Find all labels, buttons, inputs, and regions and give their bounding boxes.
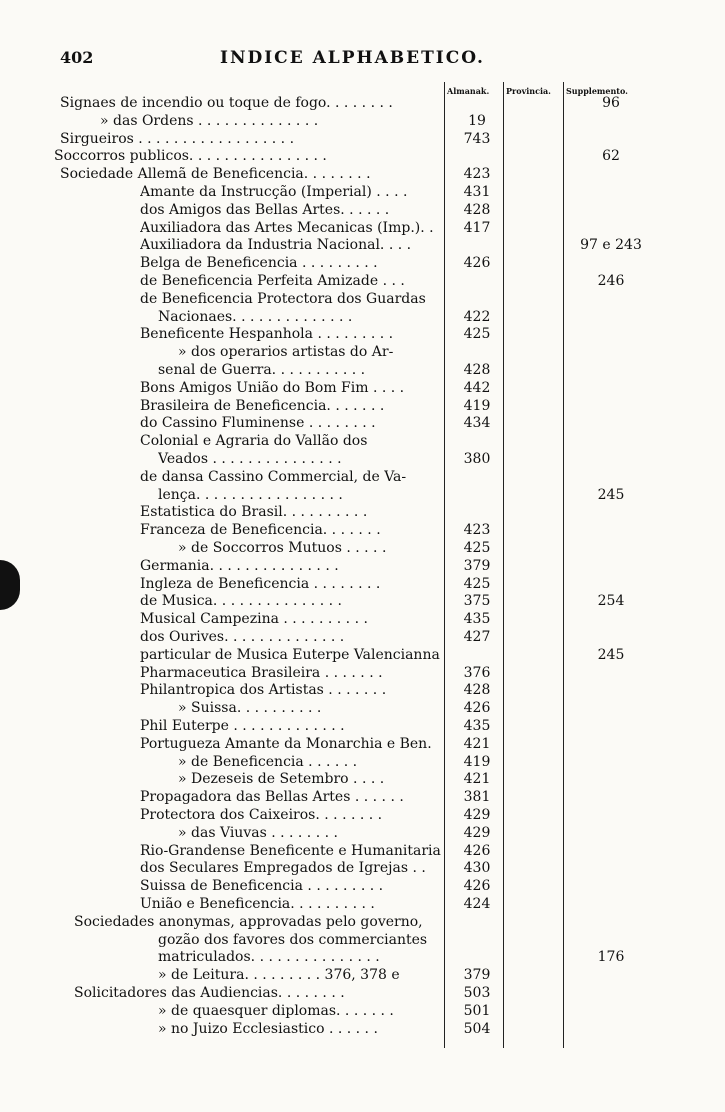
- entry-text: Nacionaes. . . . . . . . . . . . . .: [158, 308, 353, 325]
- entry-text: Philantropica dos Artistas . . . . . . .: [140, 682, 387, 699]
- index-row: [0, 486, 725, 504]
- entry-text: matriculados. . . . . . . . . . . . . . .: [158, 949, 380, 966]
- almanak-page: 375: [463, 593, 491, 610]
- index-row: [0, 557, 725, 575]
- almanak-page: 442: [463, 379, 491, 396]
- index-row: [0, 646, 725, 664]
- index-row: [0, 1002, 725, 1020]
- entry-text: Protectora dos Caixeiros. . . . . . . .: [140, 807, 383, 823]
- index-row: [0, 414, 725, 432]
- entry-text: Signaes de incendio ou toque de fogo. . . . . . . .: [60, 95, 393, 111]
- index-row: [0, 842, 725, 860]
- supplemento-page: 62: [602, 148, 620, 165]
- entry-text: » de quaesquer diplomas. . . . . . .: [158, 1002, 394, 1019]
- almanak-page: 380: [463, 451, 491, 467]
- entry-text: » das Viuvas . . . . . . . .: [178, 824, 338, 841]
- index-row: [0, 308, 725, 326]
- almanak-page: 426: [463, 700, 491, 717]
- almanak-page: 421: [463, 735, 491, 752]
- entry-text: Veados . . . . . . . . . . . . . . .: [158, 451, 342, 467]
- index-row: [0, 432, 725, 450]
- index-row: [0, 521, 725, 539]
- entry-text: Soccorros publicos. . . . . . . . . . . . . . . .: [54, 148, 327, 165]
- index-row: [0, 717, 725, 735]
- page-title: INDICE ALPHABETICO.: [220, 48, 485, 68]
- index-row: [0, 503, 725, 521]
- index-row: [0, 681, 725, 699]
- entry-text: » de Soccorros Mutuos . . . . .: [178, 540, 387, 556]
- entry-text: senal de Guerra. . . . . . . . . . .: [158, 362, 366, 378]
- index-row: [0, 201, 725, 219]
- page-number: 402: [60, 48, 94, 67]
- index-row: [0, 450, 725, 468]
- almanak-page: 426: [463, 878, 491, 895]
- almanak-page: 425: [463, 575, 491, 592]
- entry-text: dos Ourives. . . . . . . . . . . . . .: [140, 629, 345, 645]
- index-row: [0, 575, 725, 593]
- almanak-page: 424: [463, 896, 491, 912]
- index-row: [0, 147, 725, 165]
- entry-text: » de Beneficencia . . . . . .: [178, 753, 358, 770]
- almanak-page: 419: [463, 753, 491, 770]
- entry-text: Germania. . . . . . . . . . . . . . .: [140, 557, 339, 574]
- entry-text: Suissa de Beneficencia . . . . . . . . .: [140, 878, 384, 895]
- entry-text: Solicitadores das Audiencias. . . . . . . .: [74, 985, 345, 1001]
- index-row: [0, 539, 725, 557]
- index-row: [0, 966, 725, 984]
- entry-text: Sociedades anonymas, approvadas pelo governo,: [74, 913, 423, 930]
- index-row: [0, 1020, 725, 1038]
- supplemento-page: 246: [597, 273, 625, 289]
- supplemento-page: 254: [597, 593, 625, 610]
- almanak-page: 426: [463, 842, 491, 859]
- entry-text: » Suissa. . . . . . . . . .: [178, 700, 322, 717]
- index-row: [0, 664, 725, 682]
- entry-text: Franceza de Beneficencia. . . . . . .: [140, 522, 381, 539]
- entry-text: Amante da Instrucção (Imperial) . . . .: [140, 184, 408, 200]
- index-row: [0, 770, 725, 788]
- entry-text: Brasileira de Beneficencia. . . . . . .: [140, 397, 385, 414]
- supplemento-page: 245: [597, 646, 625, 663]
- index-row: [0, 913, 725, 931]
- entry-text: Ingleza de Beneficencia . . . . . . . .: [140, 575, 381, 592]
- almanak-page: 431: [463, 184, 491, 200]
- entry-text: Portugueza Amante da Monarchia e Ben.: [140, 735, 432, 752]
- entry-text: de Beneficencia Protectora dos Guardas: [140, 290, 426, 307]
- entry-text: Phil Euterpe . . . . . . . . . . . . .: [140, 718, 345, 734]
- index-row: [0, 397, 725, 415]
- almanak-page: 425: [463, 326, 491, 343]
- almanak-page: 419: [463, 397, 491, 414]
- column-header-supplemento: Supplemento.: [566, 86, 628, 96]
- index-row: [0, 130, 725, 148]
- almanak-page: 429: [463, 824, 491, 841]
- entry-text: Beneficente Hespanhola . . . . . . . . .: [140, 326, 394, 343]
- almanak-page: 503: [463, 985, 491, 1001]
- almanak-page: 504: [463, 1020, 491, 1037]
- supplemento-page: 245: [597, 486, 625, 503]
- almanak-page: 435: [463, 611, 491, 628]
- index-row: [0, 948, 725, 966]
- entry-text: União e Beneficencia. . . . . . . . . .: [140, 896, 375, 912]
- entry-text: de Beneficencia Perfeita Amizade . . .: [140, 273, 405, 289]
- index-row: [0, 361, 725, 379]
- entry-text: Rio-Grandense Beneficente e Humanitaria: [140, 842, 441, 859]
- entry-text: Sociedade Allemã de Beneficencia. . . . . . . .: [60, 166, 371, 183]
- index-row: [0, 859, 725, 877]
- index-row: [0, 325, 725, 343]
- almanak-page: 434: [463, 415, 491, 432]
- index-row: [0, 272, 725, 290]
- entry-text: Auxiliadora da Industria Nacional. . . .: [140, 237, 412, 254]
- index-row: [0, 112, 725, 130]
- index-row: [0, 254, 725, 272]
- supplemento-page: 176: [597, 949, 625, 966]
- index-row: [0, 628, 725, 646]
- index-row: [0, 699, 725, 717]
- index-row: [0, 94, 725, 112]
- index-row: [0, 931, 725, 949]
- almanak-page: 379: [463, 557, 491, 574]
- entry-text: particular de Musica Euterpe Valencianna: [140, 646, 440, 663]
- almanak-page: 422: [463, 308, 491, 325]
- column-header-provincia: Provincia.: [506, 86, 551, 96]
- almanak-page: 423: [463, 522, 491, 539]
- entry-text: Propagadora das Bellas Artes . . . . . .: [140, 789, 404, 806]
- index-row: [0, 183, 725, 201]
- almanak-page: 435: [463, 718, 491, 734]
- almanak-page: 429: [463, 807, 491, 823]
- entry-text: de dansa Cassino Commercial, de Va-: [140, 468, 407, 485]
- entry-text: Estatistica do Brasil. . . . . . . . . .: [140, 504, 368, 521]
- almanak-page: 379: [463, 967, 491, 984]
- index-row: [0, 735, 725, 753]
- entry-text: » das Ordens . . . . . . . . . . . . . .: [100, 112, 319, 129]
- index-row: [0, 165, 725, 183]
- almanak-page: 376: [463, 664, 491, 681]
- almanak-page: 423: [463, 166, 491, 183]
- index-row: [0, 788, 725, 806]
- index-row: [0, 468, 725, 486]
- column-header-almanak: Almanak.: [447, 86, 490, 96]
- almanak-page: 381: [463, 789, 491, 806]
- almanak-page: 427: [463, 629, 491, 645]
- entry-text: Colonial e Agraria do Vallão dos: [140, 433, 368, 450]
- index-row: [0, 343, 725, 361]
- almanak-page: 421: [463, 771, 491, 788]
- index-row: [0, 824, 725, 842]
- almanak-page: 428: [463, 682, 491, 699]
- entry-text: Sirgueiros . . . . . . . . . . . . . . . . . .: [60, 130, 295, 147]
- index-row: [0, 877, 725, 895]
- entry-text: Auxiliadora das Artes Mecanicas (Imp.). .: [140, 219, 434, 236]
- almanak-page: 428: [463, 201, 491, 218]
- index-row: [0, 219, 725, 237]
- almanak-page: 428: [463, 362, 491, 378]
- almanak-page: 501: [463, 1002, 491, 1019]
- almanak-page: 425: [463, 540, 491, 556]
- almanak-page: 417: [463, 219, 491, 236]
- entry-text: Pharmaceutica Brasileira . . . . . . .: [140, 664, 383, 681]
- index-row: [0, 379, 725, 397]
- index-row: [0, 984, 725, 1002]
- entry-text: » dos operarios artistas do Ar-: [178, 344, 394, 361]
- index-row: [0, 895, 725, 913]
- entry-text: » no Juizo Ecclesiastico . . . . . .: [158, 1020, 378, 1037]
- index-row: [0, 753, 725, 771]
- entry-text: » de Leitura. . . . . . . . . 376, 378 e: [158, 967, 400, 984]
- index-row: [0, 806, 725, 824]
- entry-text: lença. . . . . . . . . . . . . . . . .: [158, 486, 343, 503]
- entry-text: dos Seculares Empregados de Igrejas . .: [140, 860, 426, 877]
- entry-text: » Dezeseis de Setembro . . . .: [178, 771, 385, 788]
- entry-text: Musical Campezina . . . . . . . . . .: [140, 611, 368, 628]
- entry-text: de Musica. . . . . . . . . . . . . . .: [140, 593, 342, 610]
- index-row: [0, 592, 725, 610]
- entry-text: dos Amigos das Bellas Artes. . . . . .: [140, 201, 390, 218]
- entry-text: Belga de Beneficencia . . . . . . . . .: [140, 255, 378, 272]
- page-header: [0, 48, 725, 78]
- entry-text: do Cassino Fluminense . . . . . . . .: [140, 415, 376, 432]
- index-row: [0, 236, 725, 254]
- entry-text: gozão dos favores dos commerciantes: [158, 931, 428, 948]
- almanak-page: 426: [463, 255, 491, 272]
- almanak-page: 743: [463, 130, 491, 147]
- supplemento-page: 97 e 243: [580, 237, 642, 254]
- index-row: [0, 610, 725, 628]
- index-row: [0, 290, 725, 308]
- entry-text: Bons Amigos União do Bom Fim . . . .: [140, 379, 405, 396]
- supplemento-page: 96: [602, 95, 620, 111]
- almanak-page: 19: [468, 112, 486, 129]
- almanak-page: 430: [463, 860, 491, 877]
